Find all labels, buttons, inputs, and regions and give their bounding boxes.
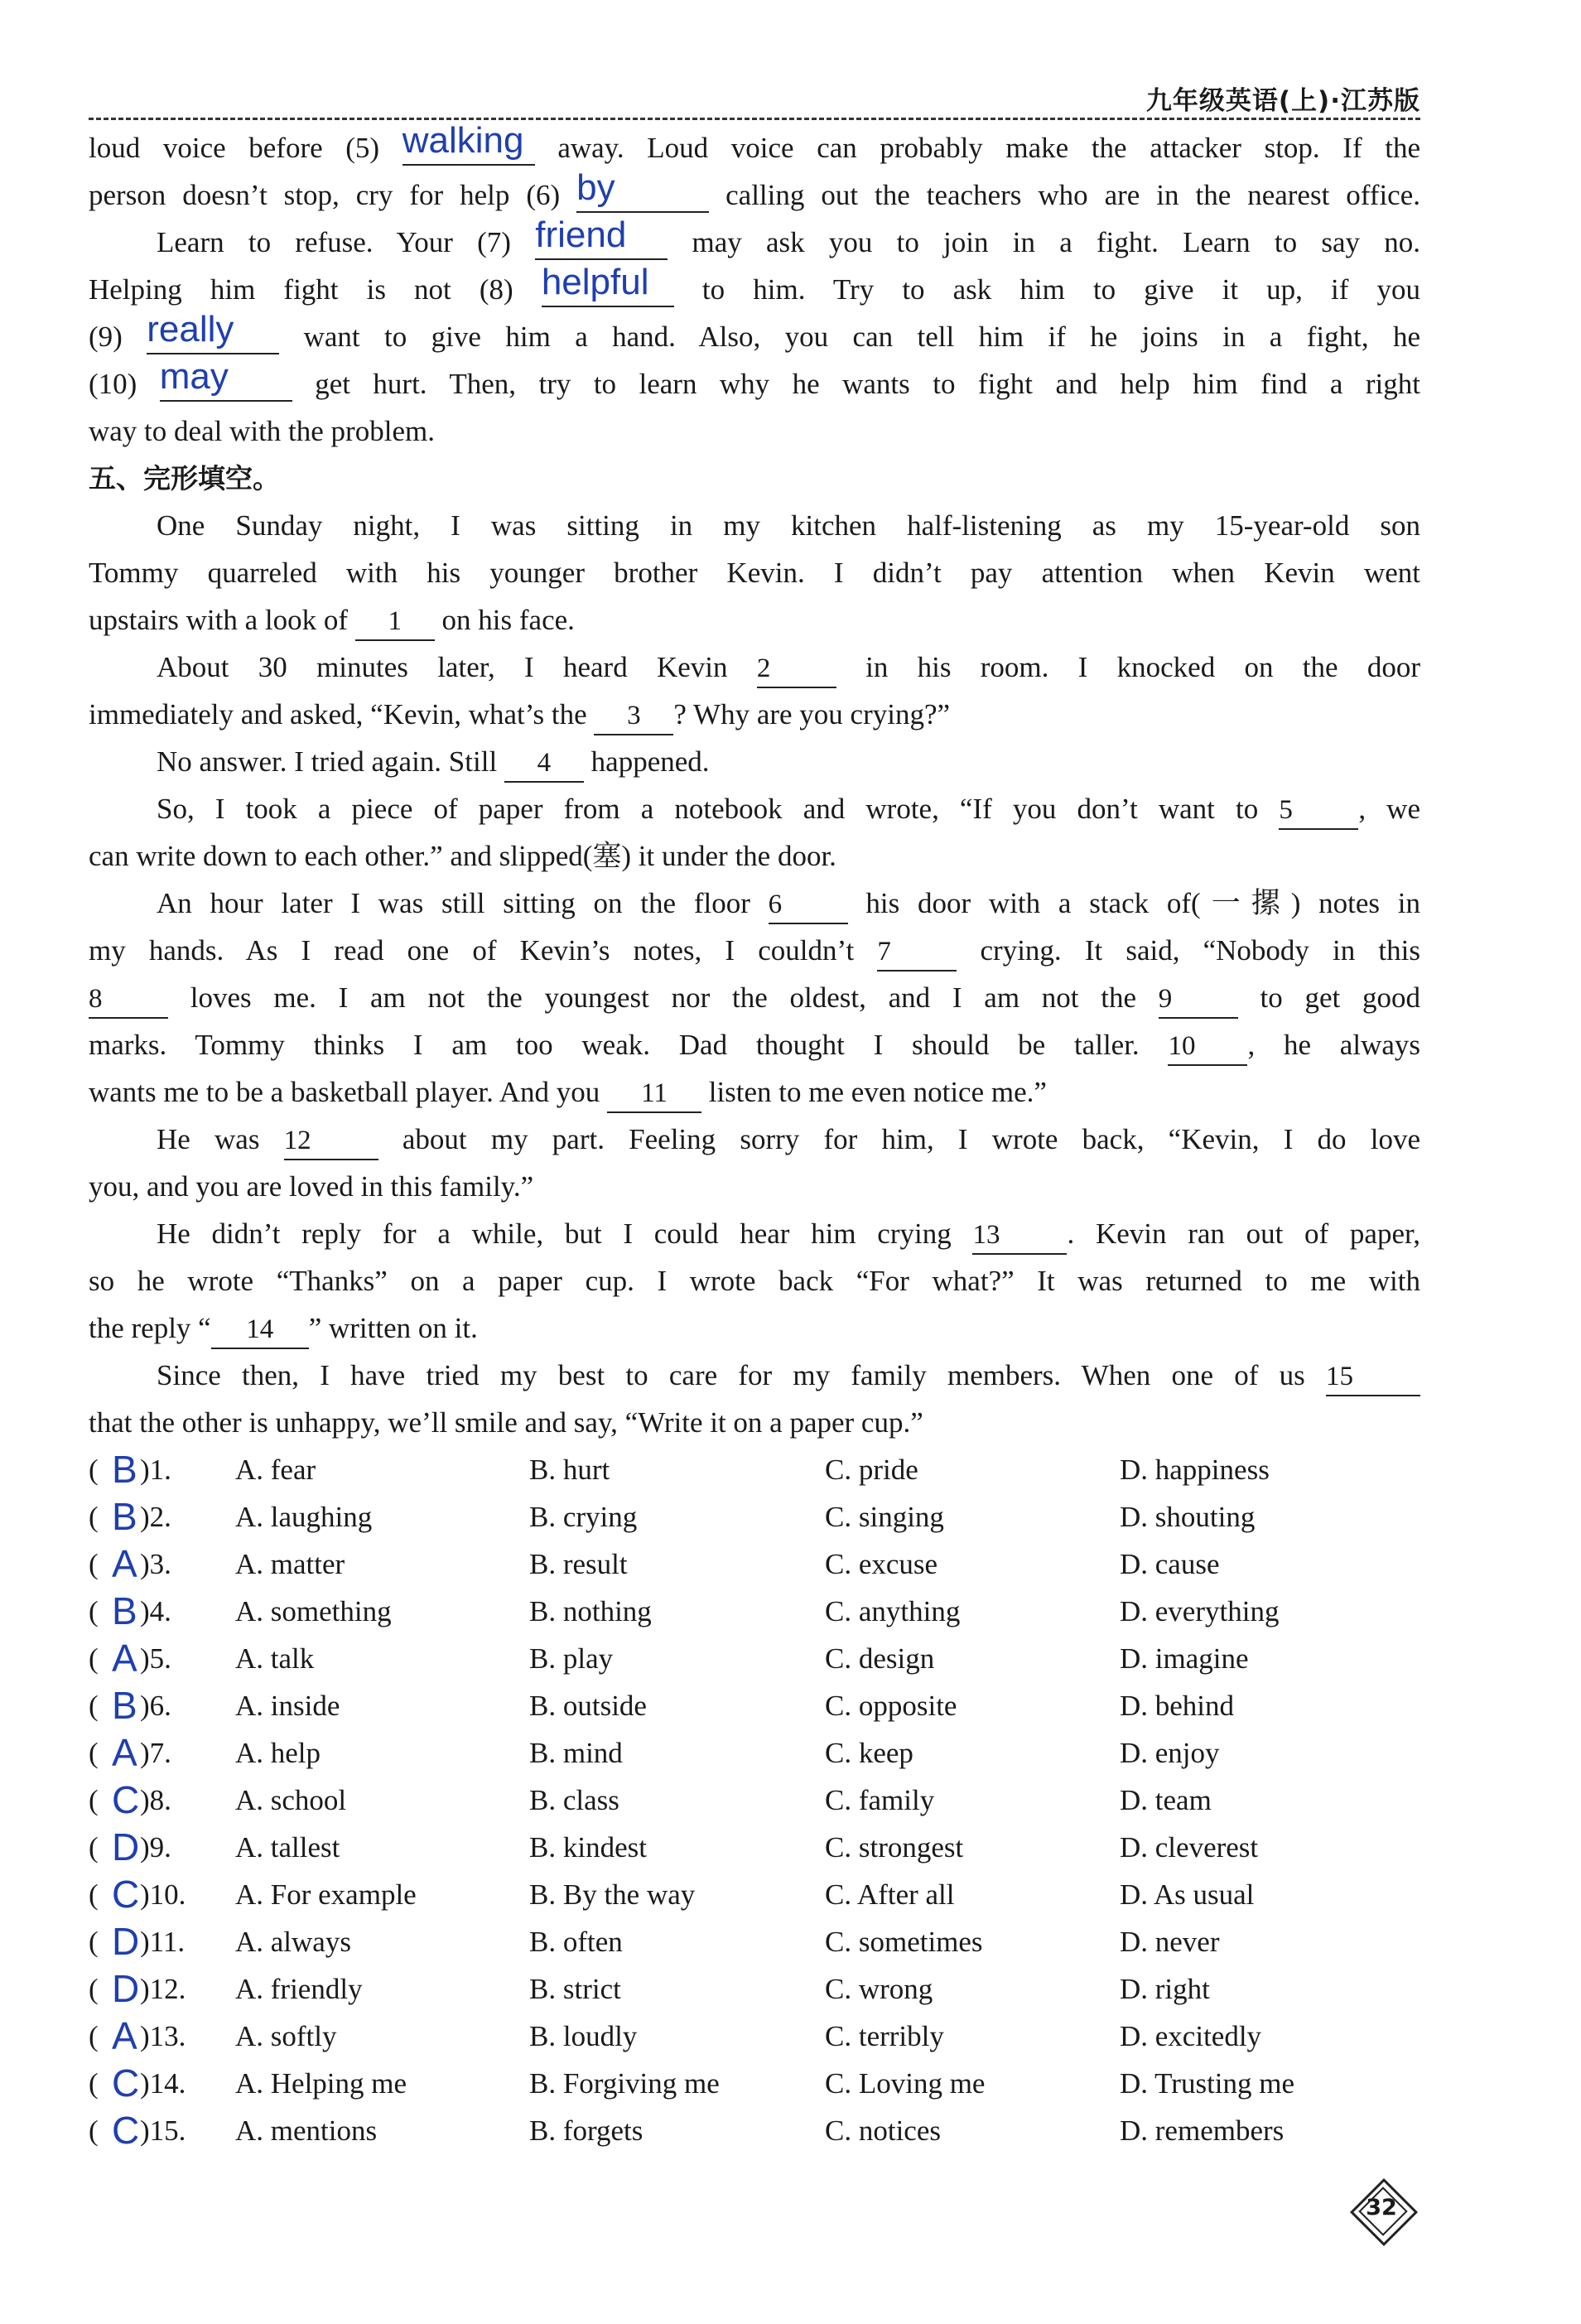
option-a: A. For example xyxy=(235,1878,417,1911)
question-row xyxy=(89,1729,1420,1777)
cloze-line xyxy=(89,691,1420,738)
answer-letter: C xyxy=(112,2109,140,2152)
answer-letter: A xyxy=(112,2014,137,2057)
option-a: A. Helping me xyxy=(235,2067,407,2100)
open-paren: ( xyxy=(89,1973,99,2005)
cloze-line xyxy=(89,502,1420,549)
text: ” written on it. xyxy=(308,1312,478,1344)
question-number: )8. xyxy=(140,1784,171,1816)
option-b: B. kindest xyxy=(529,1831,647,1864)
text: loves me. I am not the youngest nor the oldest, and I am not the xyxy=(190,981,1137,1014)
question-row xyxy=(89,1540,1420,1588)
open-paren: ( xyxy=(89,1831,99,1864)
cloze-line xyxy=(89,1116,1420,1163)
question-number: )7. xyxy=(140,1737,171,1769)
text: that the other is unhappy, we’ll smile and say, “Write it on a paper cup.” xyxy=(89,1406,923,1439)
question-list xyxy=(89,1446,1420,2154)
text: upstairs with a look of xyxy=(89,604,349,636)
option-b: B. loudly xyxy=(529,2020,638,2052)
text: person doesn’t stop, cry for help (6) xyxy=(89,179,561,211)
page-content xyxy=(89,120,1421,2154)
handwritten-answer: friend xyxy=(535,215,627,255)
cloze-blank: 7 xyxy=(877,935,957,972)
text: He didn’t reply for a while, but I could hear him crying xyxy=(157,1217,952,1250)
passage-line xyxy=(89,262,1421,313)
option-c: C. family xyxy=(825,1784,935,1816)
cloze-line xyxy=(89,596,1420,644)
cloze-line xyxy=(89,927,1420,974)
option-a: A. mentions xyxy=(235,2114,378,2147)
cloze-blank: 8 xyxy=(89,982,168,1019)
option-d: D. cause xyxy=(1120,1548,1220,1580)
question-number: )11. xyxy=(140,1926,186,1958)
question-number: )12. xyxy=(140,1973,186,2005)
option-d: D. happiness xyxy=(1120,1454,1270,1486)
text: way to deal with the problem. xyxy=(89,415,435,447)
option-c: C. pride xyxy=(825,1454,918,1486)
answer-blank-5 xyxy=(402,120,535,166)
text: Helping him fight is not (8) xyxy=(89,273,513,306)
option-a: A. matter xyxy=(235,1548,345,1580)
option-a: A. inside xyxy=(235,1690,340,1722)
cloze-blank: 2 xyxy=(757,652,836,688)
answer-letter: C xyxy=(112,1873,140,1916)
option-c: C. wrong xyxy=(825,1973,933,2005)
question-number: )9. xyxy=(140,1831,171,1864)
text: wants me to be a basketball player. And you xyxy=(89,1076,600,1108)
handwritten-answer: really xyxy=(147,309,234,350)
open-paren: ( xyxy=(89,1690,99,1722)
option-b: B. forgets xyxy=(529,2114,643,2147)
text: you, and you are loved in this family.” xyxy=(89,1170,534,1203)
option-d: D. As usual xyxy=(1120,1878,1255,1911)
question-number: )13. xyxy=(140,2020,186,2052)
option-c: C. design xyxy=(825,1642,935,1675)
option-a: A. friendly xyxy=(235,1973,363,2005)
option-c: C. Loving me xyxy=(825,2067,986,2100)
option-d: D. cleverest xyxy=(1120,1831,1259,1864)
cloze-line xyxy=(89,1304,1420,1352)
option-d: D. behind xyxy=(1120,1690,1235,1722)
text: Tommy quarreled with his younger brother Kevin. I didn’t pay attention when Kevin went xyxy=(89,557,1420,589)
text: immediately and asked, “Kevin, what’s the xyxy=(89,698,587,730)
text: in his room. I knocked on the door xyxy=(865,651,1421,683)
answer-letter: A xyxy=(112,1542,137,1585)
option-d: D. right xyxy=(1120,1973,1210,2005)
question-number: )3. xyxy=(140,1548,171,1580)
passage-line xyxy=(89,120,1420,171)
question-number: )1. xyxy=(140,1454,171,1486)
open-paren: ( xyxy=(89,2067,99,2100)
text: loud voice before (5) xyxy=(89,132,380,164)
option-a: A. help xyxy=(235,1737,321,1769)
option-c: C. keep xyxy=(825,1737,913,1769)
option-a: A. always xyxy=(235,1926,351,1958)
cloze-line xyxy=(89,1021,1420,1068)
text: get hurt. Then, try to learn why he wants to fight and help him find a right xyxy=(315,368,1420,400)
text: crying. It said, “Nobody in this xyxy=(980,934,1420,967)
handwritten-answer: walking xyxy=(402,120,524,161)
option-b: B. mind xyxy=(529,1737,623,1769)
section-title: 五、完形填空。 xyxy=(89,462,280,494)
answer-letter: B xyxy=(112,1495,137,1538)
answer-blank-7 xyxy=(535,215,668,260)
passage-line xyxy=(89,167,1420,219)
answer-letter: D xyxy=(112,1825,140,1868)
option-c: C. sometimes xyxy=(825,1926,983,1958)
page-number: 32 xyxy=(1366,2195,1397,2220)
option-d: D. excitedly xyxy=(1120,2020,1262,2052)
cloze-blank: 14 xyxy=(211,1313,309,1349)
option-a: A. laughing xyxy=(235,1501,373,1533)
option-c: C. anything xyxy=(825,1595,961,1627)
cloze-blank: 10 xyxy=(1168,1029,1247,1066)
cloze-blank: 5 xyxy=(1279,793,1358,830)
cloze-line xyxy=(89,1399,1420,1446)
answer-letter: D xyxy=(112,1920,140,1963)
question-row xyxy=(89,1446,1420,1493)
handwritten-answer: helpful xyxy=(541,262,649,302)
cloze-blank: 3 xyxy=(594,699,673,735)
cloze-line xyxy=(89,1163,1420,1210)
open-paren: ( xyxy=(89,1454,99,1486)
text: (10) xyxy=(89,368,137,400)
cloze-line xyxy=(89,549,1420,596)
text: to get good xyxy=(1260,981,1421,1014)
cloze-blank: 6 xyxy=(769,888,848,924)
passage-line xyxy=(89,407,1420,455)
question-number: )4. xyxy=(140,1595,171,1627)
option-b: B. result xyxy=(529,1548,628,1580)
text: about my part. Feeling sorry for him, I wrote back, “Kevin, I do love xyxy=(402,1123,1421,1155)
text: calling out the teachers who are in the nearest office. xyxy=(725,179,1420,211)
text: my hands. As I read one of Kevin’s notes, I couldn’t xyxy=(89,934,855,967)
open-paren: ( xyxy=(89,1501,99,1533)
text: No answer. I tried again. Still xyxy=(157,745,498,778)
option-a: A. something xyxy=(235,1595,392,1627)
text: One Sunday night, I was sitting in my kitchen half-listening as my 15-year-old son xyxy=(157,509,1420,542)
option-a: A. school xyxy=(235,1784,347,1816)
option-d: D. everything xyxy=(1120,1595,1280,1627)
option-a: A. fear xyxy=(235,1454,316,1486)
option-d: D. imagine xyxy=(1120,1642,1249,1675)
page-header xyxy=(89,80,1420,120)
answer-blank-9 xyxy=(147,309,279,354)
question-number: )2. xyxy=(140,1501,171,1533)
question-number: )5. xyxy=(140,1642,171,1675)
answer-letter: D xyxy=(112,1967,140,2010)
text: ? Why are you crying?” xyxy=(673,698,951,730)
question-row xyxy=(89,1682,1420,1729)
passage-line xyxy=(89,309,1420,360)
answer-blank-8 xyxy=(541,262,674,307)
text: may ask you to join in a fight. Learn to say no. xyxy=(692,226,1421,258)
option-b: B. often xyxy=(529,1926,623,1958)
text: can write down to each other.” and slipped(塞) it under the door. xyxy=(89,840,836,872)
cloze-line xyxy=(89,1257,1420,1304)
question-row xyxy=(89,1635,1420,1682)
cloze-line xyxy=(89,974,1420,1021)
text: want to give him a hand. Also, you can tell him if he joins in a fight, he xyxy=(303,321,1420,353)
cloze-blank: 1 xyxy=(355,605,435,641)
option-b: B. outside xyxy=(529,1690,647,1722)
cloze-line xyxy=(89,1068,1420,1116)
open-paren: ( xyxy=(89,1926,99,1958)
option-c: C. strongest xyxy=(825,1831,964,1864)
question-number: )6. xyxy=(140,1690,171,1722)
text: marks. Tommy thinks I am too weak. Dad thought I should be taller. xyxy=(89,1029,1140,1061)
option-b: B. hurt xyxy=(529,1454,610,1486)
text: He was xyxy=(157,1123,260,1155)
question-row xyxy=(89,1777,1420,1824)
answer-letter: B xyxy=(112,1684,137,1727)
question-row xyxy=(89,2107,1420,2154)
option-b: B. play xyxy=(529,1642,614,1675)
text: About 30 minutes later, I heard Kevin xyxy=(157,651,728,683)
text: , he always xyxy=(1247,1029,1420,1061)
answer-letter: B xyxy=(112,1589,137,1632)
text: Learn to refuse. Your (7) xyxy=(157,226,511,258)
open-paren: ( xyxy=(89,1642,99,1675)
answer-letter: C xyxy=(112,2061,140,2105)
cloze-blank: 12 xyxy=(284,1124,378,1160)
option-a: A. talk xyxy=(235,1642,315,1675)
question-row xyxy=(89,1871,1420,1918)
text: (9) xyxy=(89,321,123,353)
answer-letter: A xyxy=(112,1637,137,1680)
cloze-line xyxy=(89,644,1420,691)
option-c: C. singing xyxy=(825,1501,944,1533)
option-c: C. After all xyxy=(825,1878,955,1911)
question-row xyxy=(89,1965,1420,2013)
open-paren: ( xyxy=(89,1737,99,1769)
option-d: D. shouting xyxy=(1120,1501,1256,1533)
open-paren: ( xyxy=(89,1548,99,1580)
passage-line xyxy=(89,215,1421,266)
open-paren: ( xyxy=(89,1878,99,1911)
cloze-line xyxy=(89,832,1420,880)
cloze-line xyxy=(89,1352,1420,1399)
option-d: D. Trusting me xyxy=(1120,2067,1295,2100)
text: So, I took a piece of paper from a notebook and wrote, “If you don’t want to xyxy=(157,793,1259,825)
option-b: B. class xyxy=(529,1784,619,1816)
text: so he wrote “Thanks” on a paper cup. I wrote back “For what?” It was returned to me with xyxy=(89,1265,1420,1297)
option-b: B. strict xyxy=(529,1973,621,2005)
question-row xyxy=(89,1493,1420,1540)
option-d: D. remembers xyxy=(1120,2114,1285,2147)
text: Since then, I have tried my best to care for my family members. When one of us xyxy=(157,1359,1305,1391)
cloze-line xyxy=(89,785,1420,832)
cloze-line xyxy=(89,1210,1420,1257)
option-c: C. terribly xyxy=(825,2020,944,2052)
open-paren: ( xyxy=(89,2020,99,2052)
text: his door with a stack of(一摞) notes in xyxy=(865,887,1421,919)
handwritten-answer: may xyxy=(159,356,229,397)
cloze-blank: 15 xyxy=(1326,1360,1420,1396)
question-row xyxy=(89,2013,1420,2060)
option-c: C. opposite xyxy=(825,1690,957,1722)
answer-letter: A xyxy=(112,1731,137,1774)
option-b: B. crying xyxy=(529,1501,638,1533)
page-number-badge xyxy=(1348,2177,1415,2243)
text: away. Loud voice can probably make the attacker stop. If the xyxy=(557,132,1420,164)
cloze-blank: 11 xyxy=(607,1077,701,1113)
option-c: C. excuse xyxy=(825,1548,938,1580)
header-title: 九年级英语(上)·江苏版 xyxy=(1145,86,1420,116)
handwritten-answer: by xyxy=(576,167,615,208)
question-row xyxy=(89,2060,1420,2107)
option-a: A. softly xyxy=(235,2020,337,2052)
text: happened. xyxy=(590,745,710,778)
cloze-blank: 9 xyxy=(1159,982,1238,1019)
text: to him. Try to ask him to give it up, if you xyxy=(701,273,1421,306)
text: , we xyxy=(1358,793,1420,825)
question-row xyxy=(89,1918,1420,1965)
option-a: A. tallest xyxy=(235,1831,340,1864)
answer-letter: C xyxy=(112,1778,140,1821)
question-number: )14. xyxy=(140,2067,186,2100)
cloze-line xyxy=(89,738,1420,785)
text: on his face. xyxy=(441,604,575,636)
option-d: D. never xyxy=(1120,1926,1220,1958)
option-c: C. notices xyxy=(825,2114,941,2147)
open-paren: ( xyxy=(89,1595,99,1627)
text: the reply “ xyxy=(89,1312,211,1344)
cloze-blank: 4 xyxy=(504,746,584,783)
passage-line xyxy=(89,356,1420,407)
option-b: B. nothing xyxy=(529,1595,652,1627)
answer-letter: B xyxy=(112,1448,137,1491)
open-paren: ( xyxy=(89,2114,99,2147)
option-b: B. By the way xyxy=(529,1878,696,1911)
text: An hour later I was still sitting on the floor xyxy=(157,887,750,919)
option-d: D. team xyxy=(1120,1784,1212,1816)
option-b: B. Forgiving me xyxy=(529,2067,720,2100)
text: listen to me even notice me.” xyxy=(708,1076,1047,1108)
question-row xyxy=(89,1824,1420,1871)
question-row xyxy=(89,1588,1420,1635)
cloze-blank: 13 xyxy=(972,1218,1067,1255)
answer-blank-6 xyxy=(576,167,709,213)
cloze-line xyxy=(89,880,1420,927)
answer-blank-10 xyxy=(159,356,292,402)
option-d: D. enjoy xyxy=(1120,1737,1220,1769)
question-number: )15. xyxy=(140,2114,186,2147)
question-number: )10. xyxy=(140,1878,186,1911)
open-paren: ( xyxy=(89,1784,99,1816)
text: . Kevin ran out of paper, xyxy=(1067,1217,1421,1250)
